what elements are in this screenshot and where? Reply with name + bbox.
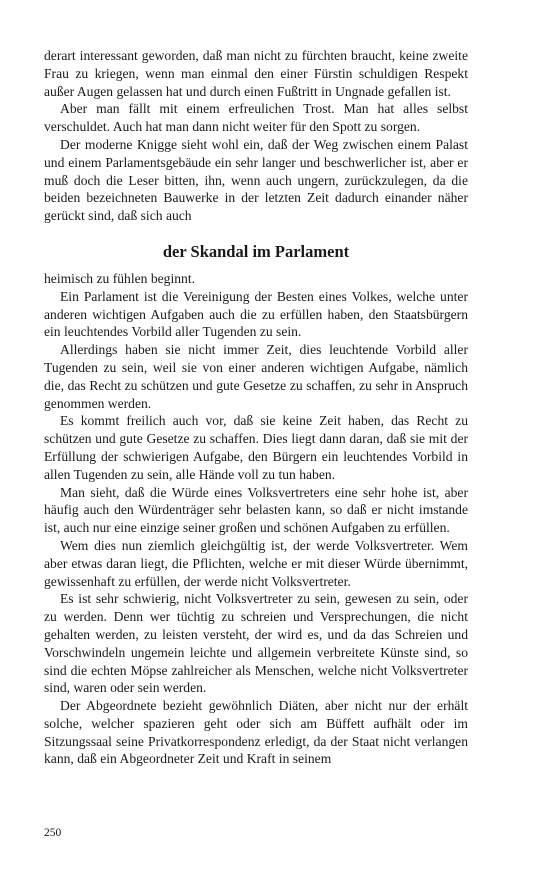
section-heading: der Skandal im Parlament — [162, 241, 350, 261]
page-body — [44, 47, 468, 768]
page-number: 250 — [44, 827, 62, 839]
paragraph: Allerdings haben sie nicht immer Zeit, dies leuchtende Vorbild aller Tugenden zu sein, weil sie von einer anderen wichtigen Aufgabe, nämlich die, das Recht zu schützen und gute Gesetze zu schaffen, zu sehr in Anspruch genommen werden. — [44, 342, 468, 411]
paragraph: Wem dies nun ziemlich gleichgültig ist, der werde Volksvertreter. Wem aber etwas daran liegt, die Pflichten, welche er mit dieser Würde übernimmt, gewissenhaft zu erfüllen, der werde nicht Volksvertreter. — [44, 537, 468, 589]
paragraph: heimisch zu fühlen beginnt. — [44, 270, 196, 286]
paragraph: Der Abgeordnete bezieht gewöhnlich Diäten, aber nicht nur der erhält solche, welcher spazieren geht oder sich am Büffett aufhält oder im Sitzungssaal seine Privatkorrespondenz erledigt, da der Staat nicht verlangen kann, daß ein Abgeordneter Zeit und Kraft in seinem — [44, 698, 468, 767]
paragraph: Der moderne Knigge sieht wohl ein, daß der Weg zwischen einem Palast und einem Parlamentsgebäude ein sehr langer und beschwerlicher ist, aber er muß doch die Leser bitten, ihn, wenn auch ungern, zurückzulegen, da die beiden bezeichneten Bauwerke in der letzten Zeit dadurch einander näher gerückt sind, daß sich auch — [44, 136, 468, 224]
paragraph: Man sieht, daß die Würde eines Volksvertreters eine sehr hohe ist, aber häufig auch den Würdenträger sehr belasten kann, so daß er nicht imstande ist, auch nur eine einzige seiner großen und schönen Aufgaben zu erfüllen. — [44, 484, 468, 536]
paragraph: Ein Parlament ist die Vereinigung der Besten eines Volkes, welche unter anderen wichtigen Aufgaben auch die zu erfüllen haben, den Staatsbürgern ein leuchtendes Vorbild aller Tugenden zu sein. — [44, 288, 468, 340]
paragraph: Es ist sehr schwierig, nicht Volksvertreter zu sein, gewesen zu sein, oder zu werden. Denn wer tüchtig zu schreien und Versprechungen, die nicht gehalten werden, zu leisten versteht, der wird es, und da das Schreien und Vorschwindeln ungemein leichte und allgemein verbreitete Künste sind, so sind die echten Möpse zahlreicher als Menschen, welche nicht Volksvertreter sind, waren oder sein werden. — [44, 591, 468, 696]
paragraph: derart interessant geworden, daß man nicht zu fürchten braucht, keine zweite Frau zu kriegen, wenn man einmal den einer Fürstin schuldigen Respekt außer Augen gelassen hat und durch einen Fußtritt in Ungnade gefallen ist. — [44, 48, 468, 99]
paragraph: Es kommt freilich auch vor, daß sie keine Zeit haben, das Recht zu schützen und gute Gesetze zu schaffen. Dies liegt dann daran, daß sie mit der Erfüllung der schwierigen Aufgabe, den Bürgern ein leuchtendes Vorbild in allen Tugenden zu sein, alle Hände voll zu tun haben. — [44, 413, 468, 482]
paragraph: Aber man fällt mit einem erfreulichen Trost. Man hat alles selbst verschuldet. Auch hat man dann nicht weiter für den Spott zu sorgen. — [44, 101, 468, 135]
